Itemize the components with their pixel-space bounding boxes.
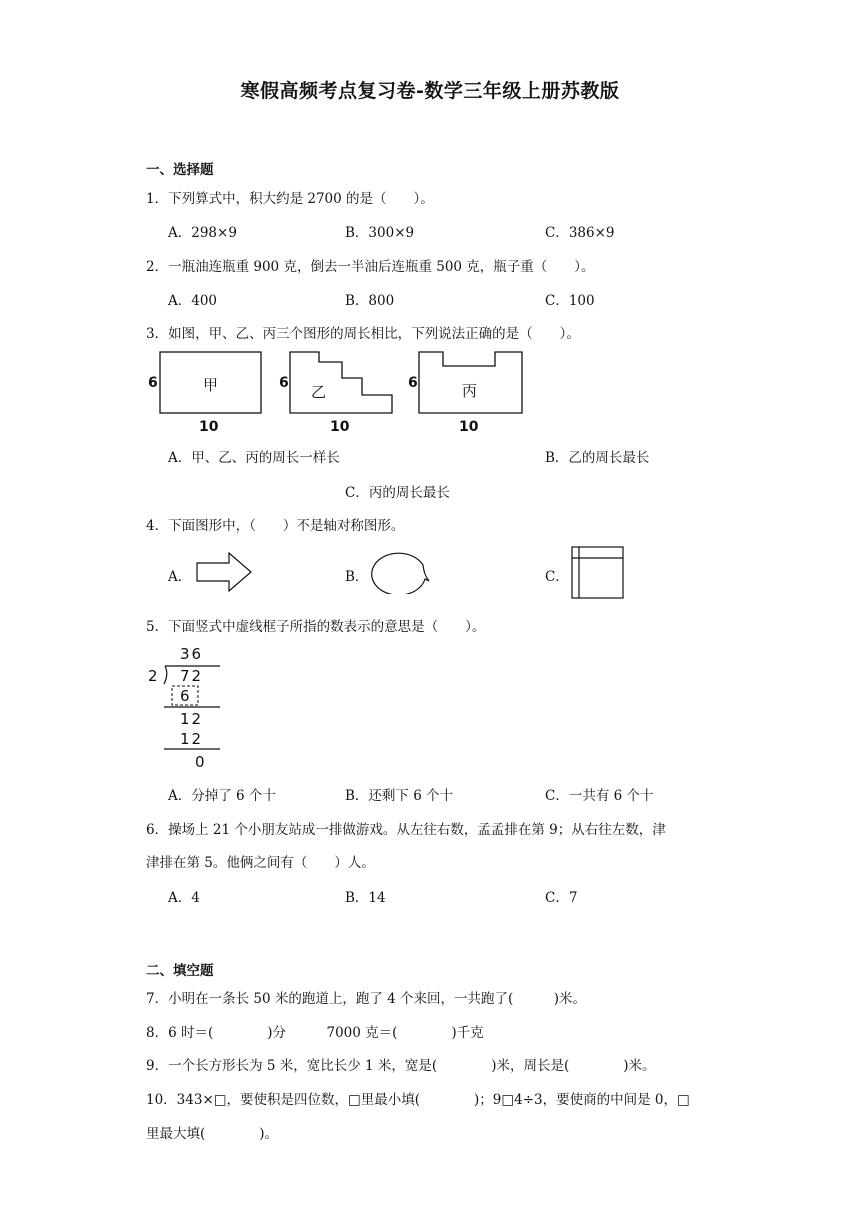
q4-option-c: C．: [545, 569, 569, 585]
label-bing: 丙: [462, 382, 478, 400]
q1-option-c: C．386×9: [545, 225, 615, 241]
yi-side-label: 6: [279, 375, 289, 391]
division-quotient: 36: [180, 645, 204, 663]
bing-bottom-label: 10: [459, 419, 479, 435]
question-6-line2: 津排在第 5。他俩之间有（ ）人。: [146, 855, 375, 871]
question-6-line1: 6．操场上 21 个小朋友站成一排做游戏。从左往右数，孟孟排在第 9；从右往左数，津: [146, 822, 666, 838]
question-5: 5．下面竖式中虚线框子所指的数表示的意思是（ ）。: [146, 619, 486, 635]
q6-option-b: B．14: [345, 890, 386, 906]
question-1: 1．下列算式中，积大约是 2700 的是（ ）。: [146, 191, 434, 207]
question-10-line2: 里最大填( )。: [146, 1126, 279, 1142]
q6-option-a: A．4: [168, 890, 200, 906]
q1-option-b: B．300×9: [345, 225, 415, 241]
question-7: 7．小明在一条长 50 米的跑道上，跑了 4 个来回，一共跑了( )米。: [146, 991, 587, 1007]
perimeter-figures: [140, 345, 540, 437]
q2-option-a: A．400: [168, 293, 218, 309]
division-dividend: 72: [180, 667, 204, 685]
division-divisor: 2: [148, 667, 160, 685]
q4-option-a: A．: [168, 569, 192, 585]
question-3: 3．如图，甲、乙、丙三个图形的周长相比，下列说法正确的是（ ）。: [146, 326, 580, 342]
division-remainder: 0: [195, 753, 207, 771]
yi-bottom-label: 10: [330, 419, 350, 435]
question-4: 4．下面图形中，（ ）不是轴对称图形。: [146, 518, 405, 534]
q4-option-b: B．: [345, 569, 369, 585]
page-title: 寒假高频考点复习卷-数学三年级上册苏教版: [240, 80, 620, 102]
q5-option-b: B．还剩下 6 个十: [345, 788, 454, 804]
bing-side-label: 6: [408, 375, 418, 391]
division-step3: 12: [180, 730, 204, 748]
question-10-line1: 10．343×□，要使积是四位数，□里最小填( )；9□4÷3，要使商的中间是 0，□: [146, 1092, 690, 1108]
q3-option-c: C．丙的周长最长: [345, 485, 450, 501]
section-heading-choice: 一、选择题: [146, 162, 214, 178]
question-9: 9．一个长方形长为 5 米，宽比长少 1 米，宽是( )米，周长是( )米。: [146, 1058, 656, 1074]
q3-option-a: A．甲、乙、丙的周长一样长: [168, 450, 340, 466]
grid-square-shape-icon: [570, 545, 626, 601]
q2-option-b: B．800: [345, 293, 395, 309]
q6-option-c: C．7: [545, 890, 578, 906]
long-division-diagram: [140, 640, 240, 776]
question-8: 8．6 时＝( )分 7000 克＝( )千克: [146, 1025, 484, 1041]
q2-option-c: C．100: [545, 293, 595, 309]
question-2: 2．一瓶油连瓶重 900 克，倒去一半油后连瓶重 500 克，瓶子重（ ）。: [146, 259, 595, 275]
arrow-shape-icon: [195, 552, 255, 592]
jia-side-label: 6: [148, 375, 158, 391]
label-jia: 甲: [203, 376, 219, 394]
section-heading-fill: 二、填空题: [146, 963, 214, 979]
q5-option-c: C．一共有 6 个十: [545, 788, 654, 804]
speech-bubble-shape-icon: [368, 548, 432, 594]
q5-option-a: A．分掉了 6 个十: [168, 788, 276, 804]
jia-bottom-label: 10: [199, 419, 219, 435]
division-step1: 6: [180, 687, 192, 705]
figure-yi-staircase: [290, 352, 392, 413]
q3-option-b: B．乙的周长最长: [545, 450, 650, 466]
label-yi: 乙: [311, 383, 327, 401]
division-step2: 12: [180, 710, 204, 728]
q1-option-a: A．298×9: [168, 225, 237, 241]
